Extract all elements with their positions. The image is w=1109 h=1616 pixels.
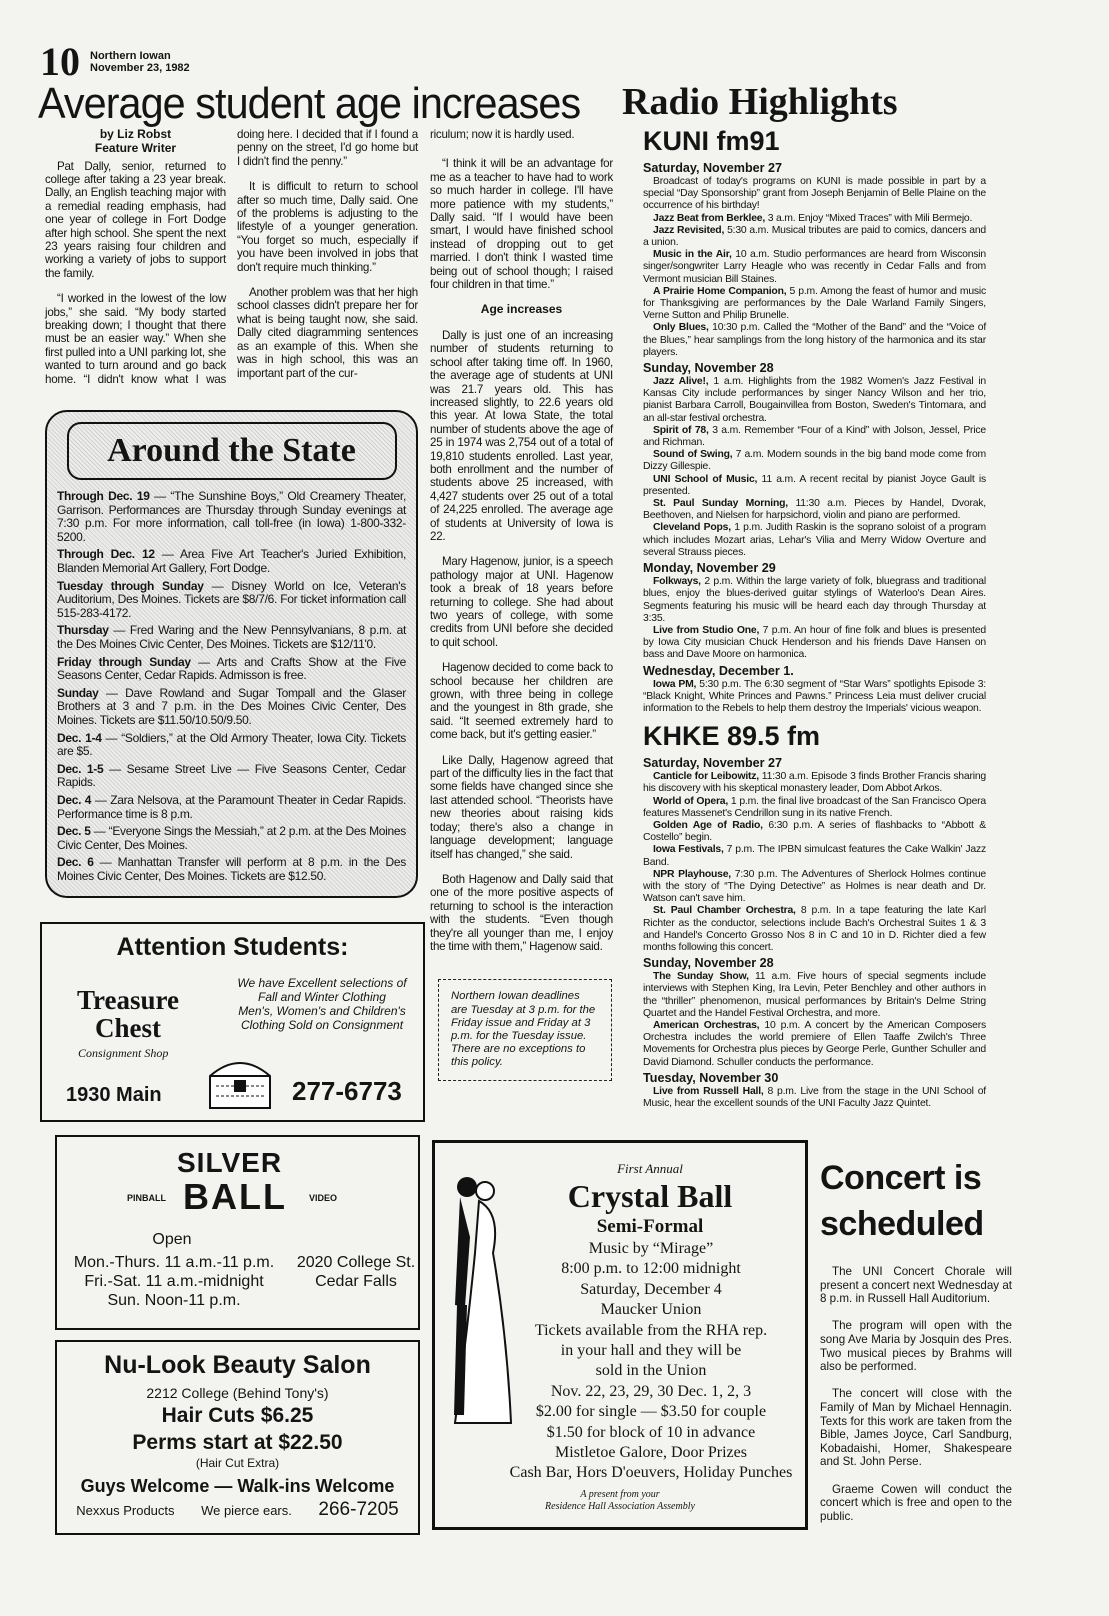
program-item	[643, 820, 986, 844]
concert-paragraph: The concert will close with the Family of Man by Michael Hennagin. Texts for this work are taken from the Bible, James Joyce, Carl Sandburg, Kobadaishi, Homer, Shakespeare and St. John Perse.	[820, 1387, 1012, 1469]
kicker: First Annual	[617, 1161, 683, 1176]
day-header: Sunday, November 28	[643, 956, 774, 971]
program-title: The Sunday Show,	[653, 971, 749, 983]
event-text: — “The Sunshine Boys,” Old Creamery Theater, Garrison. Performances are Thursday through Sunday evenings at 7:30 p.m. For more information, call toll-free (in Iowa) 1-800-332-5200.	[57, 489, 406, 544]
event-item	[57, 763, 406, 790]
program-item	[643, 376, 986, 425]
sponsor-line: A present from your	[580, 1488, 660, 1500]
program-title: Only Blues,	[653, 322, 709, 334]
address-line: 2020 College St.	[296, 1254, 416, 1271]
byline-role: Feature Writer	[94, 140, 177, 155]
event-detail-line: Maucker Union	[600, 1301, 702, 1319]
open-label: Open	[152, 1231, 192, 1248]
event-date: Friday through Sunday	[57, 654, 191, 669]
program-item	[643, 869, 986, 906]
program-description: 8 p.m. In a tape featuring the late Karl Richter as the conductor, selections include Bach's Orchestral Suites 1 & 3 and Handel's Concerto Grosso Nos 8 in C and 10 in D. Richter died a few months following this concert.	[643, 905, 986, 953]
program-item	[643, 425, 986, 449]
program-title: Sound of Swing,	[653, 449, 733, 461]
hours-line: Mon.-Thurs. 11 a.m.-11 p.m.	[73, 1254, 275, 1271]
silver-ball-name-bottom: BALL	[183, 1176, 287, 1217]
event-date: Dec. 6	[57, 855, 94, 870]
program-description: 10 p.m. A concert by the American Composers Orchestra includes the world premiere of Ellen Taaffe Zwilch's Three Movements for Orchestra plus pieces by George Perle, Gunther Schuller and David Diamond. Schuller conducts the performance.	[643, 1019, 986, 1068]
program-item	[643, 322, 986, 359]
program-title: Iowa PM,	[653, 678, 697, 690]
event-title: Crystal Ball	[567, 1178, 733, 1214]
program-description: 3 a.m. Enjoy “Mixed Traces” with Mili Bermejo.	[765, 212, 973, 224]
event-item	[57, 825, 406, 852]
program-description: 8 p.m. Live from the stage in the UNI School of Music, hear the excellent sounds of the UNI Faculty Jazz Quintet.	[643, 1085, 986, 1109]
page-number: 10	[40, 39, 80, 84]
program-title: Cleveland Pops,	[653, 522, 731, 534]
program-description: 5 p.m. Among the feast of humor and music for Thanksgiving are performances by the Dale Warland Family Singers, Verne Sutton and Philip Brunelle.	[643, 285, 986, 322]
program-title: Jazz Beat from Berklee,	[653, 212, 766, 224]
salon-phone: 266-7205	[318, 1499, 399, 1520]
event-detail-line: $2.00 for single — $3.50 for couple	[535, 1403, 767, 1421]
store-address: 1930 Main	[66, 1083, 162, 1106]
concert-paragraph: Graeme Cowen will conduct the concert which is free and open to the public.	[820, 1482, 1012, 1523]
station-name: KHKE 89.5 fm	[643, 721, 821, 752]
byline-author: by Liz Robst	[99, 127, 172, 141]
program-item	[643, 213, 986, 225]
article-paragraph: Dally is just one of an increasing number of students returning to school after taking time off. In 1960, the average age of students at UNI was 21.7 years old. This has increased slightly, to 22.6 years old this year. At Iowa State, the total number of students above the age of 25 in 1974 was 2,754 out of a total of 19,810 students enrolled. Last year, both enrollment and the number of students above 25 increased, with 4,427 students over 25 out of a total of 24,225 enrolled. The average age of students at University of Iowa is 22.	[430, 328, 613, 543]
program-description: 1 a.m. Highlights from the 1982 Women's Jazz Festival in Kansas City include performances by singer Nancy Wilson and her trio, pianist Barbara Carroll, Bougainvillea from Boston, Sweden's Tintomara, and an all-star festival orchestra.	[643, 376, 987, 424]
crystal-ball-ad	[432, 1140, 808, 1530]
program-title: St. Paul Sunday Morning,	[653, 498, 788, 510]
event-date: Dec. 4	[57, 792, 92, 807]
welcome-line: Guys Welcome — Walk-ins Welcome	[80, 1476, 395, 1496]
salon-name: Nu-Look Beauty Salon	[104, 1351, 371, 1379]
article-column-3	[430, 128, 613, 965]
event-subtitle: Semi-Formal	[596, 1216, 704, 1237]
event-detail-line: Tickets available from the RHA rep.	[534, 1321, 768, 1339]
article-paragraph: Mary Hagenow, junior, is a speech pathology major at UNI. Hagenow took a break of 18 years before returning to college. She had about two years of college, with some credits from UNI before she decided to quit school.	[430, 555, 613, 649]
paper-name: Northern Iowan	[90, 50, 171, 62]
price-note: (Hair Cut Extra)	[195, 1456, 280, 1470]
program-description: Broadcast of today's programs on KUNI is made possible in part by a special “Day Sponsorship” grant from Joseph Benjamin of Belle Plaine on the occurrence of his birthday!	[643, 176, 986, 212]
program-item	[643, 796, 986, 820]
day-header: Saturday, November 27	[643, 756, 783, 771]
program-item	[643, 576, 986, 625]
article-continuation: riculum; now it is hardly used.	[430, 128, 575, 141]
event-item	[57, 490, 406, 544]
program-item	[643, 625, 986, 662]
station-name: KUNI fm91	[643, 126, 780, 156]
program-item	[643, 679, 986, 716]
article-paragraph: It is difficult to return to school after so much time, Dally said. One of the problems is adjusting to the lifestyle of a younger generation. “You forget so much, especially if you have been involved in jobs that don't require much thinking.”	[237, 180, 418, 274]
program-description: 2 p.m. Within the large variety of folk, bluegrass and traditional blues, enjoy the blues-derived guitar stylings of Waterloo's Dean Aires. Segments featuring his music will be heard each day through Thursday at 3:35.	[643, 576, 986, 624]
concert-body	[820, 1265, 1012, 1523]
event-date: Dec. 5	[57, 824, 91, 839]
event-text: — Dave Rowland and Sugar Tompall and the Glaser Brothers at 3 and 7 p.m. in the Des Moines Civic Center, Des Moines. Tickets are $11.50/10.50/9.50.	[57, 685, 406, 727]
ad-blurb-line: Men's, Women's and Children's	[238, 1003, 406, 1018]
program-title: Live from Studio One,	[653, 624, 760, 636]
treasure-chest-ad	[40, 922, 425, 1122]
article-paragraph: Pat Dally, senior, returned to college after taking a 23 year break. Dally, an English teaching major with a remedial reading emphasis, had one year of college in Fort Dodge after high school. She spent the next 23 years raising four children and working a variety of jobs to support the family.	[45, 159, 226, 280]
video-label: VIDEO	[309, 1193, 338, 1203]
treasure-chest-icon	[202, 1046, 278, 1114]
program-title: A Prairie Home Companion,	[653, 285, 787, 297]
program-description: 11 a.m. Five hours of special segments include interviews with Stephen King, Ira Levin, Peter Benchley and other authors in the “thriller” phenomenon, musical performances by Britain's Delme String Quartet and the Handel Festival Orchestra, and more.	[643, 971, 986, 1019]
program-description: 7 a.m. Modern sounds in the big band mode come from Dizzy Gillespie.	[643, 449, 986, 473]
store-name	[64, 986, 192, 1042]
perm-price: Perms start at $22.50	[132, 1431, 343, 1454]
event-item	[57, 687, 406, 728]
program-item	[643, 844, 986, 868]
event-list	[57, 490, 406, 883]
event-detail-line: Cash Bar, Hors D'oeuvers, Holiday Punches	[509, 1464, 793, 1482]
deadline-notice: Northern Iowan deadlines are Tuesday at 3 p.m. for the Friday issue and Friday at 3 p.m. for the Tuesday issue. There are no exceptions to this policy.	[438, 979, 612, 1080]
program-item	[643, 771, 986, 795]
concert-headline: Concert is	[820, 1159, 982, 1197]
ad-blurb-line: We have Excellent selections of	[237, 975, 407, 990]
program-description: 1 p.m. the final live broadcast of the San Francisco Opera features Massenet's Cendrillon sung in its native French.	[643, 795, 986, 819]
article-columns	[45, 128, 418, 386]
program-item	[643, 225, 986, 249]
concert-article	[820, 1155, 1012, 1537]
event-item	[57, 656, 406, 683]
dancing-couple-illustration	[443, 1165, 513, 1427]
program-item	[643, 522, 986, 559]
program-title: St. Paul Chamber Orchestra,	[653, 905, 796, 917]
event-detail-line: Mistletoe Galore, Door Prizes	[555, 1444, 747, 1462]
program-item	[643, 449, 986, 473]
hours-line: Sun. Noon-11 p.m.	[107, 1292, 241, 1309]
event-item	[57, 548, 406, 575]
event-detail-line: $1.50 for block of 10 in advance	[546, 1423, 756, 1441]
haircut-price: Hair Cuts $6.25	[161, 1404, 314, 1427]
left-column-stack	[40, 128, 425, 1122]
around-the-state-title: Around the State	[67, 422, 397, 480]
program-item	[643, 474, 986, 498]
concert-paragraph: The UNI Concert Chorale will present a concert next Wednesday at 8 p.m. in Russell Hall Auditorium.	[820, 1265, 1012, 1306]
article-paragraph: Both Hagenow and Dally said that one of the more positive aspects of returning to school is the interaction with the students. “Even though they're all younger than me, I enjoy the time with them,” Hagenow said.	[430, 872, 613, 953]
concert-paragraph: The program will open with the song Ave Maria by Josquin des Pres. Two musical pieces by Brahms will also be performed.	[820, 1319, 1012, 1374]
event-text: — “Everyone Sings the Messiah,” at 2 p.m. at the Des Moines Civic Center, Des Moines.	[57, 824, 406, 852]
day-header: Wednesday, December 1.	[643, 663, 794, 678]
event-detail-line: Saturday, December 4	[580, 1280, 722, 1298]
store-subtitle: Consignment Shop	[78, 1045, 169, 1060]
ad-blurb-line: Fall and Winter Clothing	[258, 989, 386, 1004]
program-description: 11:30 a.m. Pieces by Handel, Dvorak, Beethoven, and Nielsen for harpsichord, violin and piano are performed.	[643, 498, 986, 522]
event-item	[57, 624, 406, 651]
article-subhead-body	[430, 329, 613, 953]
program-description: 10:30 p.m. Called the “Mother of the Band” and the “Voice of the Blues,” hear samplings from the long history of the harmonica and its star players.	[643, 322, 987, 358]
store-phone: 277-6773	[292, 1075, 402, 1106]
silver-ball-ad	[55, 1135, 420, 1330]
nulook-ad	[55, 1340, 420, 1535]
ad-title: Attention Students:	[116, 932, 349, 961]
event-detail-line: Music by “Mirage”	[588, 1240, 714, 1257]
article-column-3-stack	[430, 128, 613, 1081]
program-description: 5:30 a.m. Musical tributes are paid to comics, dancers and a union.	[643, 224, 987, 249]
event-detail-line: sold in the Union	[595, 1362, 707, 1380]
program-item	[643, 1020, 986, 1069]
program-description: 3 a.m. Remember “Four of a Kind” with Jolson, Jessel, Price and Richman.	[643, 424, 986, 449]
article-paragraph: “I worked in the lowest of the low jobs,” she said. “My body started breaking down; I thought that there must be an easier way.” When she first pulled into a UNI parking lot, she wanted to turn around and go back home. “I didn't know what I was doing here. I decided that if I found a penny on the street, I'd go home but I didn't find the penny.”	[45, 128, 418, 386]
day-header: Tuesday, November 30	[643, 1070, 779, 1085]
radio-highlights	[643, 125, 986, 1110]
around-the-state-box	[45, 410, 418, 897]
program-description: 7 p.m. An hour of fine folk and blues is presented by Iowa City musician Chuck Henderson and his friends Dave Hansen on bass and Dave Moore on harmonica.	[643, 624, 986, 661]
program-title: Spirit of 78,	[653, 424, 709, 436]
program-title: UNI School of Music,	[653, 473, 758, 485]
products: Nexxus Products	[76, 1503, 175, 1518]
program-description: 6:30 p.m. A series of flashbacks to “Abbott & Costello” begin.	[643, 819, 986, 844]
article-paragraph: Like Dally, Hagenow agreed that part of the difficulty lies in the fact that some fields have changed since she last attended school. “Theorists have new theories about raising kids today; there's also a change in language development; language itself has changed,” she said.	[430, 753, 613, 861]
program-description: 7:30 p.m. The Adventures of Sherlock Holmes continue with the story of “The Dying Detective” as Holmes is near death and Dr. Watson can't save him.	[643, 868, 986, 905]
ad-blurb-line: Clothing Sold on Consignment	[240, 1017, 404, 1032]
event-date: Thursday	[57, 623, 109, 638]
day-header: Monday, November 29	[643, 561, 776, 576]
day-header: Saturday, November 27	[643, 161, 783, 175]
article-paragraph: “I think it will be an advantage for me as a teacher to have had to work so much harder in college. I'll have more patience with my students,” Dally said. “If I would have been smart, I would have finished school instead of dropping out to get married. I don't think I wasted time being out of school though; I raised four children in that time.”	[430, 157, 613, 292]
radio-highlights-title: Radio Highlights	[622, 81, 898, 123]
event-text: — Zara Nelsova, at the Paramount Theater in Cedar Rapids. Performance time is 8 p.m.	[57, 792, 406, 821]
event-detail-line: 8:00 p.m. to 12:00 midnight	[561, 1260, 741, 1278]
byline	[45, 128, 226, 156]
program-item	[643, 249, 986, 286]
event-item	[57, 856, 406, 883]
program-title: Jazz Alive!,	[653, 376, 709, 388]
event-date: Sunday	[57, 685, 99, 700]
event-date: Dec. 1-5	[57, 761, 104, 776]
program-title: American Orchestras,	[653, 1019, 760, 1031]
program-title: World of Opera,	[653, 795, 729, 807]
program-title: Iowa Festivals,	[653, 844, 724, 856]
event-date: Dec. 1-4	[57, 730, 102, 745]
event-item	[57, 732, 406, 759]
program-description: 11 a.m. A recent recital by pianist Joyce Gault is presented.	[643, 473, 986, 497]
hours-line: Fri.-Sat. 11 a.m.-midnight	[84, 1273, 264, 1290]
address-line: Cedar Falls	[315, 1273, 397, 1290]
program-description: 1 p.m. Judith Raskin is the soprano soloist of a program which includes Mozart arias, Lehar's Vilia and Merry Widow Overture and several Strauss pieces.	[643, 522, 986, 558]
event-detail-line: in your hall and they will be	[560, 1342, 742, 1360]
program-description: 7 p.m. The IPBN simulcast features the Cake Walkin' Jazz Band.	[643, 844, 986, 868]
address	[295, 1253, 417, 1291]
program-title: Canticle for Leibowitz,	[653, 771, 759, 783]
program-title: Folkways,	[653, 576, 701, 588]
pinball-label: PINBALL	[127, 1193, 166, 1203]
program-title: Music in the Air,	[653, 249, 732, 261]
hours	[61, 1253, 287, 1310]
program-item	[643, 905, 986, 954]
concert-headline: scheduled	[820, 1205, 984, 1243]
program-item	[643, 498, 986, 522]
ad-blurb	[227, 976, 417, 1032]
event-text: — Area Five Art Teacher's Juried Exhibition, Blanden Memorial Art Gallery, Fort Dodge.	[57, 547, 407, 576]
store-name-line: Chest	[95, 1012, 161, 1043]
program-item	[643, 971, 986, 1020]
event-item	[57, 794, 406, 821]
event-item	[57, 580, 406, 621]
article-subhead: Age increases	[480, 302, 563, 317]
program-description: 11:30 a.m. Episode 3 finds Brother Francis sharing his discovery with his skeptical monastery leader, Dom Abbot Arkos.	[643, 771, 986, 795]
event-text: — Arts and Crafts Show at the Five Seasons Center, Cedar Rapids. Admisson is free.	[57, 654, 406, 683]
program-item	[643, 286, 986, 323]
program-description: 5:30 p.m. The 6:30 segment of “Star Wars” spotlights Episode 3: “Black Knight, White Princes and Pawns.” Princess Leia must deliver crucial information to the Rebels to help them destroy the Imperials' vicious weapon.	[643, 678, 986, 714]
store-name-line: Treasure	[77, 984, 179, 1015]
article-paragraph: Another problem was that her high school classes didn't prepare her for what is being taught now, she said. Dally cited diagramming sentences as an example of this. When she was in high school, this was an important part of the cur-	[237, 286, 418, 380]
silver-ball-name-top: SILVER	[177, 1147, 283, 1178]
day-header: Sunday, November 28	[643, 361, 774, 376]
event-text: — “Soldiers,” at the Old Armory Theater, Iowa City. Tickets are $5.	[57, 730, 406, 759]
ear-piercing: We pierce ears.	[201, 1503, 292, 1518]
program-title: Jazz Revisited,	[653, 224, 725, 236]
issue-date: November 23, 1982	[90, 62, 190, 74]
program-title: NPR Playhouse,	[653, 868, 731, 880]
sponsor-name: Residence Hall Association Assembly	[545, 1500, 695, 1512]
event-detail-line: Nov. 22, 23, 29, 30 Dec. 1, 2, 3	[550, 1382, 752, 1400]
article-headline: Average student age increases	[38, 79, 581, 128]
masthead	[90, 50, 190, 74]
salon-footer	[57, 1499, 418, 1521]
event-text: — Manhattan Transfer will perform at 8 p.m. in the Des Moines Civic Center, Des Moines. Tickets are $12.50.	[57, 855, 406, 883]
article-paragraph: Hagenow decided to come back to school because her children are grown, with three being in college and the youngest in 8th grade, she said. “It seemed extremely hard to come back, but it's getting easier.”	[430, 661, 613, 742]
program-item	[643, 176, 986, 213]
salon-address: 2212 College (Behind Tony's)	[146, 1385, 329, 1401]
event-date: Tuesday through Sunday	[57, 578, 204, 593]
program-title: Live from Russell Hall,	[653, 1085, 764, 1097]
event-date: Through Dec. 12	[57, 547, 155, 562]
event-text: — Disney World on Ice, Veteran's Auditorium, Des Moines. Tickets are $8/7/6. For ticket information call 515-283-4172.	[57, 578, 406, 620]
event-date: Through Dec. 19	[57, 489, 150, 504]
program-item	[643, 1086, 986, 1110]
event-text: — Sesame Street Live — Five Seasons Center, Cedar Rapids.	[57, 761, 406, 790]
event-text: — Fred Waring and the New Pennsylvanians, 8 p.m. at the Des Moines Civic Center, Des Moines. Tickets are $12/11'0.	[57, 623, 406, 652]
program-description: 10 a.m. Studio performances are heard from Wisconsin singer/songwriter Larry Heagle who was recently in Cedar Falls and from Vermont musician Bill Staines.	[643, 249, 986, 285]
program-title: Golden Age of Radio,	[653, 819, 763, 831]
